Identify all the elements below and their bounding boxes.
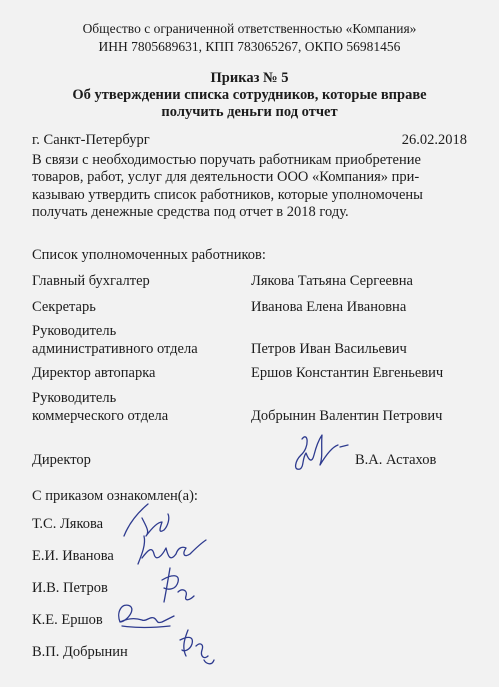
employee-signature xyxy=(112,596,178,636)
order-title-line-1: Об утверждении списка сотрудников, которые вправе xyxy=(72,87,427,103)
employee-name: Добрынин Валентин Петрович xyxy=(251,408,443,424)
employee-name: Ершов Константин Евгеньевич xyxy=(251,365,444,381)
organization-requisites: ИНН 7805689631, КПП 783065267, ОКПО 56981456 xyxy=(98,39,401,54)
employee-name: Петров Иван Васильевич xyxy=(251,341,407,357)
employee-list-header: Список уполномоченных работников: xyxy=(32,247,266,263)
order-number: Приказ № 5 xyxy=(210,70,289,86)
employee-name: Иванова Елена Ивановна xyxy=(251,299,407,315)
order-title-line-2: получить деньги под отчет xyxy=(161,104,338,120)
acknowledged-name: Е.И. Иванова xyxy=(32,548,114,564)
employee-position: административного отдела xyxy=(32,341,198,357)
employee-position: Секретарь xyxy=(32,299,96,315)
director-name: В.А. Астахов xyxy=(355,452,437,468)
acknowledged-name: И.В. Петров xyxy=(32,580,108,596)
acknowledged-name: В.П. Добрынин xyxy=(32,644,128,660)
order-body-line: В связи с необходимостью поручать работникам приобретение xyxy=(32,152,421,168)
employee-position: Директор автопарка xyxy=(32,365,156,381)
order-body-line: товаров, работ, услуг для деятельности ООО «Компания» при- xyxy=(32,169,420,186)
employee-signature xyxy=(174,622,222,668)
director-signature xyxy=(288,425,354,477)
employee-position: Руководитель xyxy=(32,323,117,339)
order-date: 26.02.2018 xyxy=(401,132,467,148)
organization-name: Общество с ограниченной ответственностью «Компания» xyxy=(82,21,417,36)
order-place: г. Санкт-Петербург xyxy=(32,132,150,148)
director-label: Директор xyxy=(32,452,91,468)
employee-position: Руководитель xyxy=(32,390,117,406)
employee-position: Главный бухгалтер xyxy=(32,273,150,289)
acknowledged-name: К.Е. Ершов xyxy=(32,612,103,628)
order-body-line: казываю утвердить список работников, которые уполномочены xyxy=(32,186,423,203)
employee-name: Лякова Татьяна Сергеевна xyxy=(251,273,413,289)
order-body xyxy=(32,152,472,222)
employee-position: коммерческого отдела xyxy=(32,408,169,424)
acknowledged-header: С приказом ознакомлен(а): xyxy=(32,488,198,504)
acknowledged-name: Т.С. Лякова xyxy=(32,516,104,532)
order-body-line: получать денежные средства под отчет в 2018 году. xyxy=(32,204,349,221)
